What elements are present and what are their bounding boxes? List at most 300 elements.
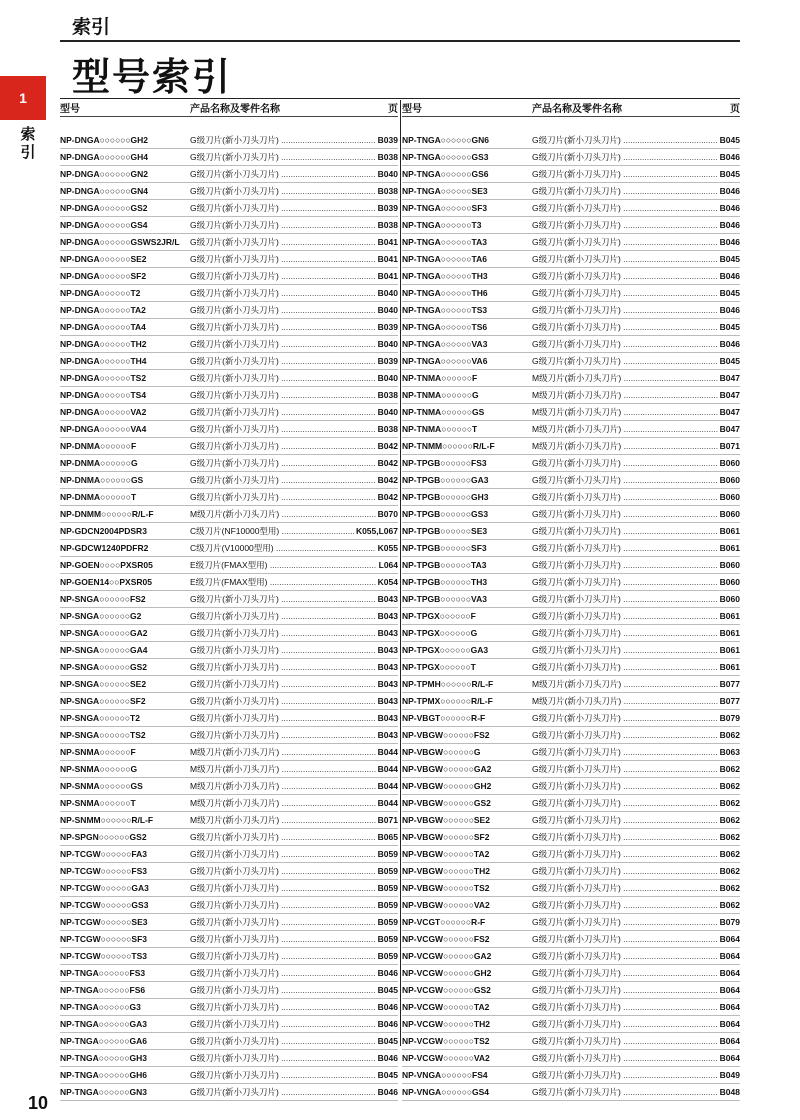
page-ref[interactable]: B045 (719, 135, 740, 145)
index-row (402, 591, 740, 608)
page-ref[interactable]: B041 (377, 237, 398, 247)
chapter-tab[interactable] (0, 76, 46, 120)
model-code: NP-SNMA○○○○○○G (60, 764, 138, 774)
page-ref[interactable]: B079 (719, 713, 740, 723)
page-ref[interactable]: B059 (377, 900, 398, 910)
page-ref[interactable]: B046 (719, 237, 740, 247)
page-ref[interactable]: B065 (377, 832, 398, 842)
product-name: G级刀片(新小刀头刀片) ..... (190, 406, 376, 418)
index-row (60, 761, 398, 778)
product-name: E级刀片(FMAX型用) ..... (190, 576, 376, 588)
page-ref[interactable]: B062 (719, 849, 740, 859)
model-code: NP-TNGA○○○○○○TA3 (402, 237, 487, 247)
index-row (60, 931, 398, 948)
product-name: G级刀片(新小刀头刀片) ..... (190, 678, 376, 690)
page-ref[interactable]: B060 (719, 475, 740, 485)
page-ref[interactable]: B040 (377, 407, 398, 417)
index-row (60, 200, 398, 217)
page-ref[interactable]: B046 (719, 186, 740, 196)
page-ref[interactable]: B077 (719, 696, 740, 706)
index-row (60, 472, 398, 489)
page-ref[interactable]: B045 (719, 356, 740, 366)
product-name: M级刀片(新小刀头刀片) ..... (190, 797, 376, 809)
product-name: G级刀片(新小刀头刀片) ..... (532, 848, 718, 860)
model-code: NP-TNGA○○○○○○TS3 (402, 305, 488, 315)
column-header-page: 页 (388, 104, 398, 115)
index-row (402, 846, 740, 863)
index-row (60, 948, 398, 965)
model-code: NP-DNGA○○○○○○TS4 (60, 390, 147, 400)
model-code: NP-TPMH○○○○○○R/L-F (402, 679, 494, 689)
index-row (402, 489, 740, 506)
model-code: NP-TNGA○○○○○○GA3 (60, 1019, 148, 1029)
page-ref[interactable]: B046 (377, 1019, 398, 1029)
model-code: NP-VCGW○○○○○○VA2 (402, 1053, 490, 1063)
model-code: NP-TCGW○○○○○○TS3 (60, 951, 147, 961)
model-code: NP-TNGA○○○○○○TA6 (402, 254, 487, 264)
column-header (60, 100, 398, 117)
page-ref[interactable]: B039 (377, 356, 398, 366)
model-code: NP-TCGW○○○○○○GS3 (60, 900, 149, 910)
product-name: G级刀片(新小刀头刀片) ..... (190, 899, 376, 911)
column-header (402, 100, 740, 117)
product-name: G级刀片(新小刀头刀片) ..... (190, 729, 376, 741)
index-row (402, 710, 740, 727)
page-ref[interactable]: B041 (377, 254, 398, 264)
model-code: NP-DNGA○○○○○○TS2 (60, 373, 147, 383)
index-list-right (402, 132, 740, 1101)
product-name: M级刀片(新小刀头刀片) ..... (532, 678, 718, 690)
page-ref[interactable]: B060 (719, 509, 740, 519)
index-row (402, 897, 740, 914)
model-code: NP-VBGW○○○○○○VA2 (402, 900, 490, 910)
product-name: G级刀片(新小刀头刀片) ..... (190, 1069, 376, 1081)
product-name: G级刀片(新小刀头刀片) ..... (532, 253, 718, 265)
index-row (60, 591, 398, 608)
index-row (402, 693, 740, 710)
page-ref[interactable]: B039 (377, 203, 398, 213)
page-ref[interactable]: B059 (377, 917, 398, 927)
product-name: G级刀片(新小刀头刀片) ..... (190, 338, 376, 350)
index-row (60, 149, 398, 166)
page-ref[interactable]: B062 (719, 798, 740, 808)
index-row (60, 166, 398, 183)
page-ref[interactable]: B059 (377, 866, 398, 876)
page-ref[interactable]: B038 (377, 186, 398, 196)
index-row (402, 251, 740, 268)
product-name: G级刀片(新小刀头刀片) ..... (190, 882, 376, 894)
index-row (402, 608, 740, 625)
page-ref[interactable]: B038 (377, 220, 398, 230)
page-ref[interactable]: B046 (719, 220, 740, 230)
model-code: NP-TCGW○○○○○○SE3 (60, 917, 148, 927)
product-name: M级刀片(新小刀头刀片) ..... (532, 389, 718, 401)
product-name: G级刀片(新小刀头刀片) ..... (532, 474, 718, 486)
index-row (60, 540, 398, 557)
index-row (60, 489, 398, 506)
model-code: NP-DNGA○○○○○○TA4 (60, 322, 146, 332)
page-ref[interactable]: B047 (719, 390, 740, 400)
model-code: NP-TPGX○○○○○○G (402, 628, 478, 638)
model-code: NP-TPGB○○○○○○GH3 (402, 492, 489, 502)
product-name: G级刀片(新小刀头刀片) ..... (532, 984, 718, 996)
index-row (60, 404, 398, 421)
product-name: G级刀片(新小刀头刀片) ..... (190, 712, 376, 724)
product-name: G级刀片(新小刀头刀片) ..... (190, 372, 376, 384)
model-code: NP-TPGB○○○○○○VA3 (402, 594, 487, 604)
page-ref[interactable]: B042 (377, 492, 398, 502)
index-row (402, 744, 740, 761)
model-code: NP-VBGW○○○○○○TA2 (402, 849, 490, 859)
index-row (402, 880, 740, 897)
page-ref[interactable]: B040 (377, 373, 398, 383)
model-code: NP-DNGA○○○○○○TA2 (60, 305, 146, 315)
product-name: G级刀片(新小刀头刀片) ..... (532, 933, 718, 945)
index-row (60, 829, 398, 846)
product-name: G级刀片(新小刀头刀片) ..... (190, 984, 376, 996)
model-code: NP-DNGA○○○○○○VA4 (60, 424, 147, 434)
column-header-name: 产品名称及零件名称 (532, 104, 622, 115)
model-code: NP-TNGA○○○○○○GS6 (402, 169, 489, 179)
page-ref[interactable]: B062 (719, 815, 740, 825)
page-title: 型号索引 (72, 57, 233, 99)
page-ref[interactable]: B043 (377, 594, 398, 604)
product-name: G级刀片(新小刀头刀片) ..... (190, 1035, 376, 1047)
page-ref[interactable]: B077 (719, 679, 740, 689)
index-row (60, 557, 398, 574)
chapter-tab-label: 索引 (20, 126, 36, 161)
page-ref[interactable]: B060 (719, 492, 740, 502)
model-code: NP-SNMA○○○○○○F (60, 747, 136, 757)
chapter-tab-number: 1 (19, 90, 27, 106)
model-code: NP-TCGW○○○○○○GA3 (60, 883, 149, 893)
product-name: G级刀片(新小刀头刀片) ..... (190, 865, 376, 877)
model-code: NP-TNGA○○○○○○TH3 (402, 271, 488, 281)
page-ref[interactable]: B060 (719, 458, 740, 468)
index-row (402, 370, 740, 387)
model-code: NP-DNGA○○○○○○VA2 (60, 407, 147, 417)
page-ref[interactable]: B064 (719, 1002, 740, 1012)
page-ref[interactable]: B059 (377, 934, 398, 944)
index-row (60, 693, 398, 710)
page-ref[interactable]: B061 (719, 543, 740, 553)
model-code: NP-VCGW○○○○○○TH2 (402, 1019, 490, 1029)
model-code: NP-DNMA○○○○○○GS (60, 475, 144, 485)
product-name: G级刀片(新小刀头刀片) ..... (190, 474, 376, 486)
page-ref[interactable]: B038 (377, 390, 398, 400)
page-ref[interactable]: B040 (377, 305, 398, 315)
page-ref[interactable]: B046 (719, 305, 740, 315)
page-ref[interactable]: B071 (719, 441, 740, 451)
index-row (60, 846, 398, 863)
product-name: G级刀片(新小刀头刀片) ..... (190, 916, 376, 928)
page-ref[interactable]: B044 (377, 747, 398, 757)
page-ref[interactable]: B064 (719, 985, 740, 995)
page-ref[interactable]: K054 (377, 577, 398, 587)
page-ref[interactable]: B061 (719, 526, 740, 536)
model-code: NP-DNGA○○○○○○T2 (60, 288, 141, 298)
page-ref[interactable]: B040 (377, 339, 398, 349)
page-ref[interactable]: B046 (719, 152, 740, 162)
page-ref[interactable]: B064 (719, 1019, 740, 1029)
index-row (402, 812, 740, 829)
product-name: G级刀片(新小刀头刀片) ..... (190, 304, 376, 316)
page-ref[interactable]: B064 (719, 934, 740, 944)
model-code: NP-TPGB○○○○○○GS3 (402, 509, 489, 519)
page-ref[interactable]: B044 (377, 798, 398, 808)
index-row (402, 1050, 740, 1067)
model-code: NP-SNGA○○○○○○T2 (60, 713, 140, 723)
page-ref[interactable]: B044 (377, 764, 398, 774)
page-ref[interactable]: B061 (719, 611, 740, 621)
page-ref[interactable]: B043 (377, 679, 398, 689)
model-code: NP-VBGW○○○○○○TS2 (402, 883, 490, 893)
page-ref[interactable]: B043 (377, 645, 398, 655)
model-code: NP-TCGW○○○○○○SF3 (60, 934, 147, 944)
index-row (402, 1067, 740, 1084)
index-row (402, 931, 740, 948)
product-name: G级刀片(新小刀头刀片) ..... (532, 712, 718, 724)
page-ref[interactable]: B063 (719, 747, 740, 757)
page-ref[interactable]: B044 (377, 781, 398, 791)
page-ref[interactable]: K055 (377, 543, 398, 553)
page-ref[interactable]: B046 (719, 203, 740, 213)
page-ref[interactable]: B040 (377, 288, 398, 298)
index-row (402, 999, 740, 1016)
page-ref[interactable]: B043 (377, 662, 398, 672)
model-code: NP-VNGA○○○○○○GS4 (402, 1087, 490, 1097)
page-ref[interactable]: B042 (377, 441, 398, 451)
model-code: NP-TPGX○○○○○○GA3 (402, 645, 489, 655)
product-name: G级刀片(新小刀头刀片) ..... (190, 168, 376, 180)
index-row (60, 217, 398, 234)
product-name: M级刀片(新小刀头刀片) ..... (190, 746, 376, 758)
index-row (402, 285, 740, 302)
page-ref[interactable]: B047 (719, 424, 740, 434)
model-code: NP-SNGA○○○○○○GA4 (60, 645, 148, 655)
page-ref[interactable]: B043 (377, 730, 398, 740)
index-row (402, 625, 740, 642)
model-code: NP-VBGW○○○○○○FS2 (402, 730, 490, 740)
index-row (60, 1033, 398, 1050)
page-number: 10 (28, 1093, 49, 1113)
page-ref[interactable]: B039 (377, 322, 398, 332)
model-code: NP-TPGX○○○○○○F (402, 611, 476, 621)
product-name: G级刀片(新小刀头刀片) ..... (532, 525, 718, 537)
index-row (60, 744, 398, 761)
page-ref[interactable]: B043 (377, 713, 398, 723)
index-row (402, 421, 740, 438)
page-ref[interactable]: B042 (377, 475, 398, 485)
product-name: M级刀片(新小刀头刀片) ..... (190, 508, 376, 520)
page-ref[interactable]: B059 (377, 849, 398, 859)
page-ref[interactable]: B062 (719, 832, 740, 842)
page-ref[interactable]: B059 (377, 951, 398, 961)
page-ref[interactable]: B071 (377, 815, 398, 825)
page-ref[interactable]: B048 (719, 1087, 740, 1097)
index-row (60, 302, 398, 319)
page-ref[interactable]: B045 (719, 254, 740, 264)
product-name: G级刀片(新小刀头刀片) ..... (190, 355, 376, 367)
page-ref[interactable]: B060 (719, 594, 740, 604)
product-name: G级刀片(新小刀头刀片) ..... (532, 797, 718, 809)
index-row (60, 455, 398, 472)
product-name: M级刀片(新小刀头刀片) ..... (532, 423, 718, 435)
page-ref[interactable]: B062 (719, 764, 740, 774)
page-ref[interactable]: B049 (719, 1070, 740, 1080)
page-ref[interactable]: B061 (719, 645, 740, 655)
model-code: NP-TCGW○○○○○○FA3 (60, 849, 147, 859)
page-ref[interactable]: B038 (377, 424, 398, 434)
page-ref[interactable]: K055,L067 (355, 526, 398, 536)
page-ref[interactable]: B070 (377, 509, 398, 519)
product-name: G级刀片(新小刀头刀片) ..... (532, 814, 718, 826)
product-name: G级刀片(新小刀头刀片) ..... (532, 185, 718, 197)
model-code: NP-DNGA○○○○○○TH4 (60, 356, 147, 366)
product-name: G级刀片(新小刀头刀片) ..... (190, 1052, 376, 1064)
model-code: NP-DNMA○○○○○○F (60, 441, 137, 451)
product-name: G级刀片(新小刀头刀片) ..... (532, 576, 718, 588)
index-row (60, 965, 398, 982)
product-name: G级刀片(新小刀头刀片) ..... (532, 202, 718, 214)
column-header-model: 型号 (60, 104, 80, 115)
page-ref[interactable]: B064 (719, 1053, 740, 1063)
page-ref[interactable]: B061 (719, 662, 740, 672)
page-ref[interactable]: B046 (377, 1053, 398, 1063)
index-row (60, 285, 398, 302)
model-code: NP-GOEN14○○PXSR05 (60, 577, 152, 587)
index-row (402, 795, 740, 812)
product-name: G级刀片(新小刀头刀片) ..... (532, 457, 718, 469)
page-ref[interactable]: L064 (378, 560, 398, 570)
product-name: G级刀片(新小刀头刀片) ..... (190, 236, 376, 248)
page-ref[interactable]: B042 (377, 458, 398, 468)
page-ref[interactable]: B046 (719, 339, 740, 349)
model-code: NP-TPGB○○○○○○TH3 (402, 577, 488, 587)
page-ref[interactable]: B047 (719, 373, 740, 383)
model-code: NP-VCGW○○○○○○FS2 (402, 934, 490, 944)
index-row (60, 863, 398, 880)
index-row (60, 778, 398, 795)
model-code: NP-VCGW○○○○○○GS2 (402, 985, 491, 995)
model-code: NP-TNGA○○○○○○VA6 (402, 356, 488, 366)
page-ref[interactable]: B045 (719, 169, 740, 179)
page-ref[interactable]: B045 (377, 1070, 398, 1080)
page-ref[interactable]: B040 (377, 169, 398, 179)
model-code: NP-VBGW○○○○○○SE2 (402, 815, 490, 825)
page-ref[interactable]: B059 (377, 883, 398, 893)
model-code: NP-VBGW○○○○○○GS2 (402, 798, 491, 808)
index-row (402, 863, 740, 880)
product-name: G级刀片(新小刀头刀片) ..... (532, 593, 718, 605)
product-name: G级刀片(新小刀头刀片) ..... (190, 1086, 376, 1098)
model-code: NP-TPGB○○○○○○SE3 (402, 526, 488, 536)
page-ref[interactable]: B062 (719, 883, 740, 893)
index-row (402, 642, 740, 659)
product-name: G级刀片(新小刀头刀片) ..... (532, 304, 718, 316)
index-row (60, 659, 398, 676)
model-code: NP-VCGT○○○○○○R-F (402, 917, 486, 927)
page-ref[interactable]: B062 (719, 866, 740, 876)
page-ref[interactable]: B047 (719, 407, 740, 417)
index-row (402, 574, 740, 591)
index-row (60, 897, 398, 914)
product-name: G级刀片(新小刀头刀片) ..... (190, 695, 376, 707)
model-code: NP-VBGW○○○○○○SF2 (402, 832, 490, 842)
index-row (60, 234, 398, 251)
model-code: NP-VBGW○○○○○○GA2 (402, 764, 492, 774)
page-ref[interactable]: B062 (719, 781, 740, 791)
model-code: NP-TNGA○○○○○○SE3 (402, 186, 488, 196)
product-name: G级刀片(新小刀头刀片) ..... (532, 491, 718, 503)
product-name: G级刀片(新小刀头刀片) ..... (190, 933, 376, 945)
model-code: NP-TNGA○○○○○○GS3 (402, 152, 489, 162)
index-column-right (402, 100, 740, 1101)
product-name: G级刀片(新小刀头刀片) ..... (532, 219, 718, 231)
page-ref[interactable]: B039 (377, 135, 398, 145)
product-name: G级刀片(新小刀头刀片) ..... (532, 1052, 718, 1064)
model-code: NP-GDCN2004PDSR3 (60, 526, 147, 536)
page-ref[interactable]: B043 (377, 611, 398, 621)
model-code: NP-SNGA○○○○○○TS2 (60, 730, 146, 740)
page-ref[interactable]: B060 (719, 560, 740, 570)
page-ref[interactable]: B038 (377, 152, 398, 162)
page-ref[interactable]: B061 (719, 628, 740, 638)
model-code: NP-DNGA○○○○○○GN2 (60, 169, 148, 179)
page-ref[interactable]: B046 (719, 271, 740, 281)
column-divider (400, 100, 401, 1046)
page-ref[interactable]: B064 (719, 1036, 740, 1046)
model-code: NP-GDCW1240PDFR2 (60, 543, 149, 553)
product-name: G级刀片(新小刀头刀片) ..... (532, 542, 718, 554)
index-row (402, 523, 740, 540)
page-ref[interactable]: B062 (719, 730, 740, 740)
index-row (60, 183, 398, 200)
page-ref[interactable]: B045 (719, 322, 740, 332)
page-ref[interactable]: B064 (719, 951, 740, 961)
model-code: NP-VBGW○○○○○○G (402, 747, 481, 757)
page-ref[interactable]: B041 (377, 271, 398, 281)
page-ref[interactable]: B060 (719, 577, 740, 587)
product-name: G级刀片(新小刀头刀片) ..... (532, 1035, 718, 1047)
index-row (60, 438, 398, 455)
page-ref[interactable]: B046 (377, 968, 398, 978)
page-ref[interactable]: B064 (719, 968, 740, 978)
page-ref[interactable]: B043 (377, 696, 398, 706)
page-ref[interactable]: B045 (377, 985, 398, 995)
page-ref[interactable]: B045 (719, 288, 740, 298)
index-row (60, 625, 398, 642)
index-row (60, 1016, 398, 1033)
product-name: G级刀片(新小刀头刀片) ..... (190, 253, 376, 265)
product-name: M级刀片(新小刀头刀片) ..... (190, 814, 376, 826)
product-name: G级刀片(新小刀头刀片) ..... (190, 270, 376, 282)
model-code: NP-DNGA○○○○○○SE2 (60, 254, 147, 264)
page-ref[interactable]: B043 (377, 628, 398, 638)
page-ref[interactable]: B046 (377, 1087, 398, 1097)
model-code: NP-SNGA○○○○○○SF2 (60, 696, 146, 706)
product-name: G级刀片(新小刀头刀片) ..... (190, 848, 376, 860)
model-code: NP-TPGB○○○○○○GA3 (402, 475, 489, 485)
page-ref[interactable]: B045 (377, 1036, 398, 1046)
model-code: NP-DNGA○○○○○○SF2 (60, 271, 147, 281)
model-code: NP-TNMM○○○○○○R/L-F (402, 441, 495, 451)
page-ref[interactable]: B079 (719, 917, 740, 927)
page-ref[interactable]: B046 (377, 1002, 398, 1012)
page-ref[interactable]: B062 (719, 900, 740, 910)
index-row (60, 574, 398, 591)
product-name: G级刀片(新小刀头刀片) ..... (532, 967, 718, 979)
